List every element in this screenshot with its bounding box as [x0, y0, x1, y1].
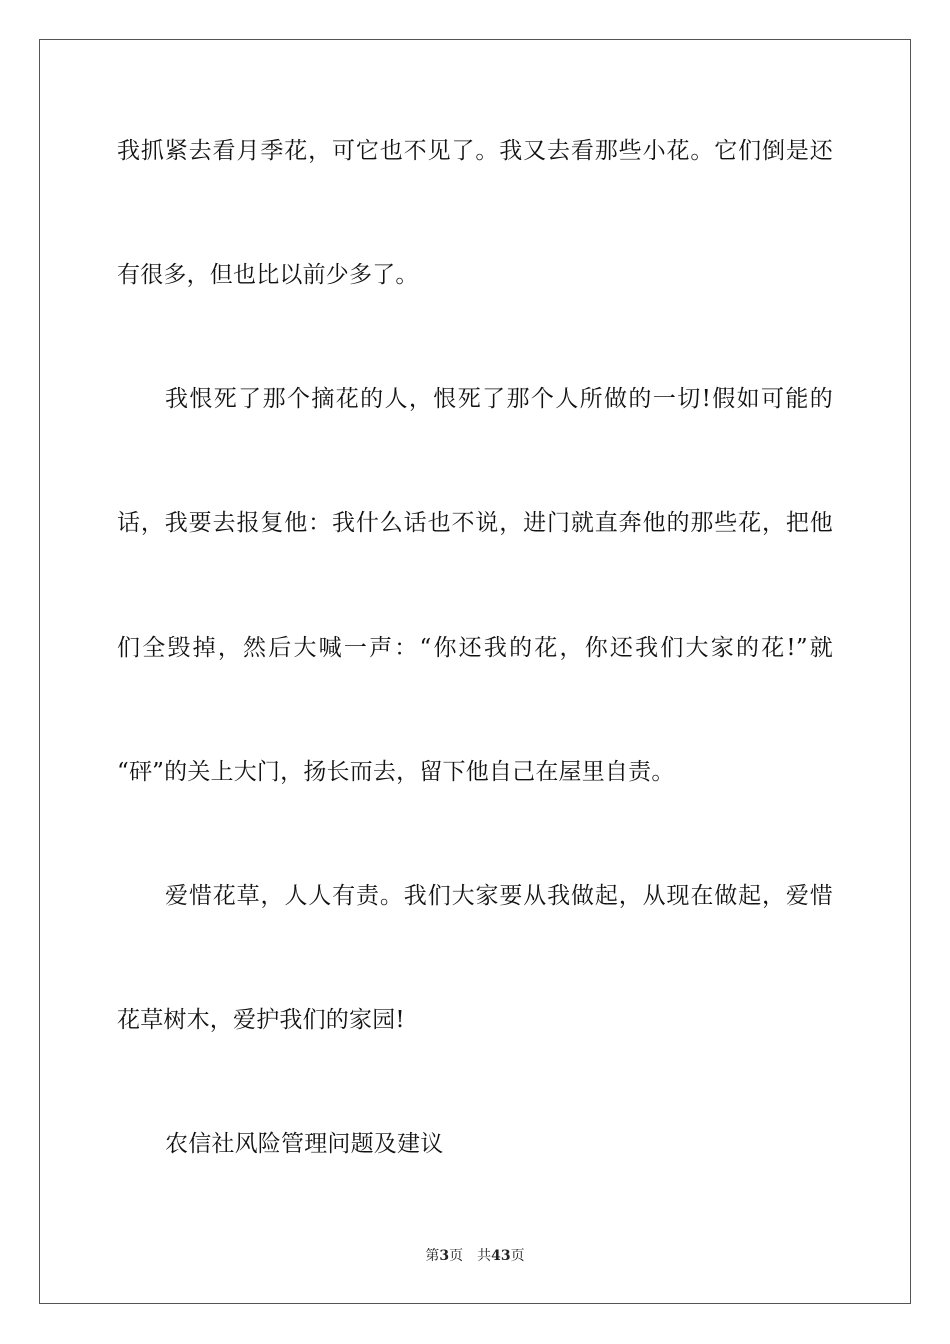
body-line-1: 我抓紧去看月季花，可它也不见了。我又去看那些小花。它们倒是还	[117, 138, 833, 164]
body-line-3: 我恨死了那个摘花的人，恨死了那个人所做的一切!假如可能的	[165, 386, 833, 412]
total-prefix: 共	[477, 1248, 492, 1264]
page-footer	[0, 1247, 950, 1265]
page-prefix: 第	[425, 1248, 440, 1264]
total-suffix: 页	[510, 1248, 525, 1264]
body-line-2: 有很多，但也比以前少多了。	[117, 262, 419, 288]
body-line-6: “砰”的关上大门，扬长而去，留下他自己在屋里自责。	[117, 759, 675, 785]
section-heading: 农信社风险管理问题及建议	[165, 1131, 444, 1157]
body-line-5: 们全毁掉，然后大喊一声：“你还我的花，你还我们大家的花!”就	[117, 635, 833, 661]
body-line-8: 花草树木，爱护我们的家园!	[117, 1007, 405, 1033]
body-line-7: 爱惜花草，人人有责。我们大家要从我做起，从现在做起，爱惜	[165, 883, 833, 909]
body-line-4: 话，我要去报复他：我什么话也不说，进门就直奔他的那些花，把他	[117, 510, 833, 536]
page-number: 3	[439, 1248, 450, 1264]
page-frame	[39, 39, 911, 1304]
total-pages: 43	[491, 1248, 511, 1264]
page-suffix: 页	[449, 1248, 464, 1264]
